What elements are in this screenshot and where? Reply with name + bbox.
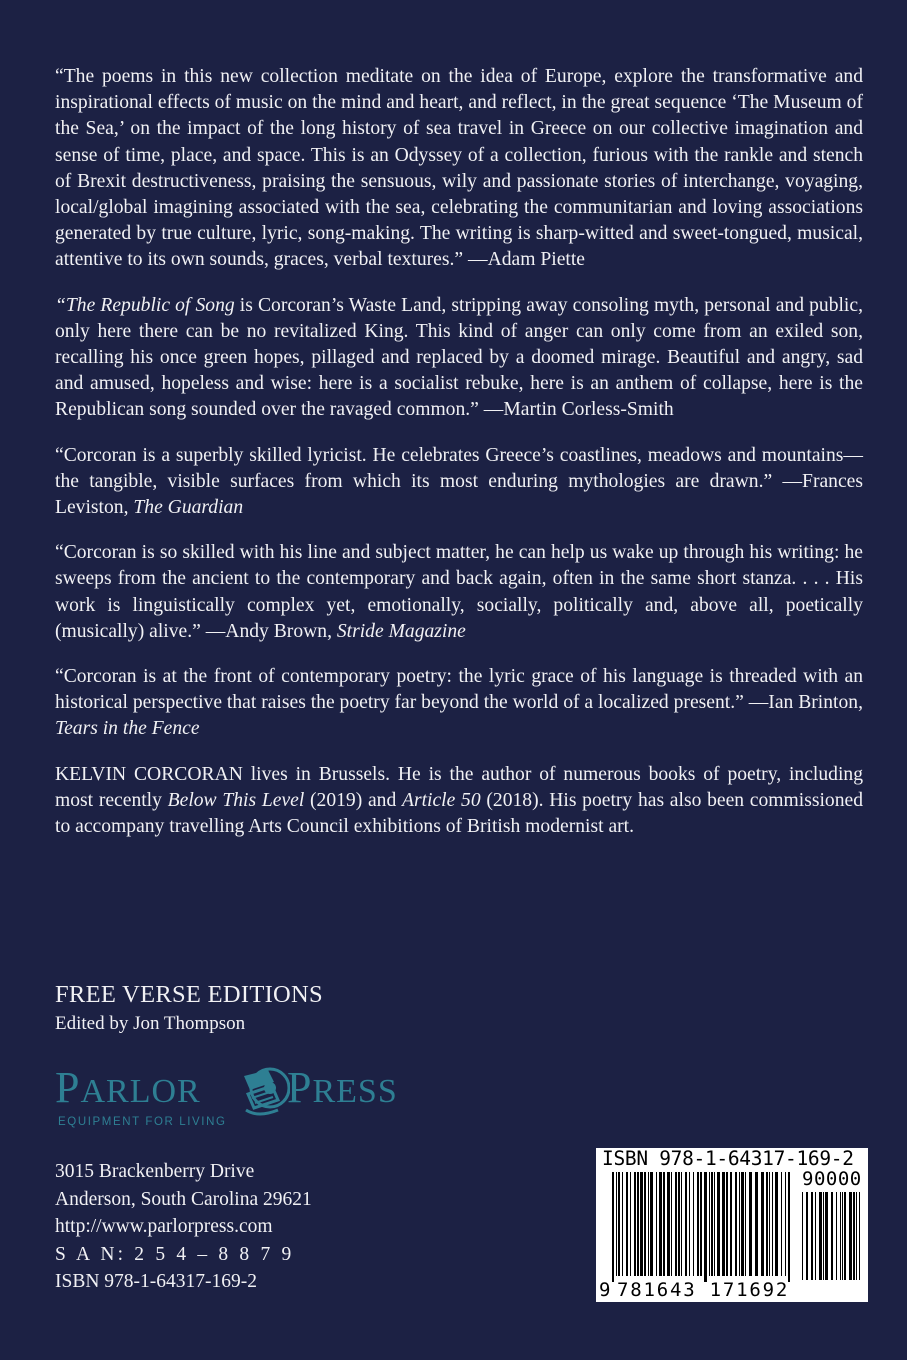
blurb-ian-brinton (55, 664, 863, 743)
barcode-bar (722, 1172, 725, 1276)
bio-text: (2018). His poetry has also been commissioned to accompany travelling Arts Council exhibitions of British modernist art. (55, 789, 863, 838)
barcode-bar (693, 1172, 694, 1276)
barcode-bar (656, 1172, 657, 1276)
blurb-andy-brown (55, 540, 863, 645)
barcode-bar (769, 1172, 770, 1276)
scroll-disc-icon (238, 1064, 290, 1120)
barcode-bar (844, 1192, 846, 1280)
bio-text: KELVIN CORCORAN lives in Brussels. He is the author of numerous books of poetry, including most recently (55, 763, 863, 811)
barcode-bar (859, 1192, 860, 1280)
barcode-bar (761, 1172, 764, 1276)
publisher-website: http://www.parlorpress.com (55, 1216, 273, 1237)
barcode-bar (717, 1172, 720, 1276)
barcode-bar (659, 1172, 662, 1276)
logo-word-parlor: PARLOR (55, 1063, 201, 1112)
barcode-bar (739, 1172, 740, 1276)
barcode-bar (634, 1172, 636, 1276)
barcode-main-digits: 781643 171692 (617, 1279, 790, 1301)
blurb-frances-leviston (55, 443, 863, 522)
blurb-book-title: “The Republic of Song (55, 294, 235, 316)
barcode-bar (745, 1172, 746, 1276)
blurb-text: “Corcoran is at the front of contemporary poetry: the lyric grace of his language is threaded with an historical perspective that raises the poetry far beyond the world of a localized present.” —Ian Brinton, (55, 666, 863, 714)
barcode-bar (856, 1192, 857, 1280)
barcode-bar (704, 1172, 707, 1282)
series-editor: Edited by Jon Thompson (55, 1013, 246, 1034)
address-city: Anderson, South Carolina 29621 (55, 1188, 312, 1210)
barcode-isbn-text: ISBN 978-1-64317-169-2 (602, 1147, 854, 1170)
blurb-source: Stride Magazine (336, 620, 466, 642)
bio-book-title: Article 50 (402, 789, 481, 811)
logo-tagline: EQUIPMENT FOR LIVING (58, 1116, 227, 1128)
barcode-lead-digit: 9 (599, 1279, 611, 1301)
barcode-bar (755, 1172, 758, 1276)
isbn-barcode (596, 1148, 868, 1302)
barcode-bar (849, 1192, 852, 1280)
barcode-bar (836, 1192, 837, 1280)
barcode-bar (637, 1172, 639, 1276)
series-title: FREE VERSE EDITIONS (55, 981, 323, 1008)
barcode-addon-digits: 90000 (802, 1168, 862, 1190)
barcode-bar (749, 1172, 752, 1276)
barcode-bar (785, 1172, 786, 1276)
blurb-adam-piette (55, 64, 863, 274)
barcode-bar (663, 1172, 665, 1276)
barcode-bar (781, 1172, 782, 1276)
barcode-bar (667, 1172, 670, 1276)
barcode-bar (644, 1172, 646, 1276)
blurb-source: The Guardian (133, 497, 244, 519)
barcode-bar (788, 1172, 790, 1282)
blurb-source: Tears in the Fence (55, 718, 200, 740)
barcode-bar (825, 1192, 828, 1280)
logo-word-press: PRESS (287, 1063, 398, 1112)
barcode-bar (772, 1172, 773, 1276)
barcode-bar (618, 1172, 620, 1276)
barcode-bar (842, 1192, 843, 1280)
barcode-bar (766, 1172, 768, 1276)
barcode-bar (823, 1192, 824, 1280)
barcode-bar (689, 1172, 690, 1276)
publisher-address (55, 1158, 312, 1296)
barcode-bar (711, 1172, 713, 1276)
barcode-bar (819, 1192, 822, 1280)
barcode-bar (735, 1172, 737, 1276)
barcode-bar (648, 1172, 649, 1276)
barcode-bar (815, 1192, 816, 1280)
address-street: 3015 Brackenberry Drive (55, 1161, 255, 1182)
barcode-bar (678, 1172, 680, 1276)
barcode-bar (697, 1172, 699, 1276)
barcode-bar (616, 1172, 617, 1276)
barcode-bar (811, 1192, 813, 1280)
barcode-bar (700, 1172, 702, 1276)
barcode-bar (709, 1172, 710, 1276)
barcode-bar (685, 1172, 687, 1276)
barcode-bar (626, 1172, 628, 1276)
blurbs-section (55, 64, 863, 859)
barcode-bar (853, 1192, 855, 1280)
bio-text: (2019) and (304, 789, 402, 811)
barcode-bar (730, 1172, 732, 1276)
publisher-san: S A N: 2 5 4 – 8 8 7 9 (55, 1243, 295, 1265)
bio-book-title: Below This Level (167, 789, 305, 811)
barcode-bar (612, 1172, 614, 1282)
blurb-martin-corless-smith (55, 293, 863, 424)
barcode-bar (775, 1172, 778, 1276)
barcode-bar (831, 1192, 833, 1280)
barcode-bar (650, 1172, 653, 1276)
barcode-bar (671, 1172, 672, 1276)
barcode-bar (675, 1172, 677, 1276)
blurb-text: “Corcoran is so skilled with his line and subject matter, he can help us wake up through his writing: he sweeps from the ancient to the contemporary and back again, often in the same short stanza. . . . His work is linguistically complex yet, emotionally, socially, politically and, above all, poetically (musically) alive.” —Andy Brown, (55, 542, 863, 642)
parlor-press-logo (55, 1062, 425, 1136)
barcode-bar (840, 1192, 841, 1280)
barcode-bar (741, 1172, 744, 1276)
barcode-bar (714, 1172, 715, 1276)
blurb-text: is Corcoran’s Waste Land, stripping away consoling myth, personal and public, only here there can be no revitalized King. This kind of anger can only come from an exiled son, recalling his once green hopes, pillaged and replaced by a doomed mirage. Beautiful and angry, sad and amused, hopeless and wise: here is a socialist rebuke, here is an anthem of collapse, here is the Republican song sounded over the ravaged common.” —Martin Corless-Smith (55, 294, 863, 421)
barcode-bar (802, 1192, 803, 1280)
barcode-bar (681, 1172, 682, 1276)
blurb-text: “Corcoran is a superbly skilled lyricist. He celebrates Greece’s coastlines, meadows and mountains—the tangible, visible surfaces from which its most enduring mythologies are drawn.” —Frances Leviston, (55, 444, 863, 519)
barcode-bar (640, 1172, 643, 1276)
barcode-bar (726, 1172, 728, 1276)
barcode-bar (622, 1172, 623, 1276)
barcode-bar (630, 1172, 631, 1276)
blurb-text: “The poems in this new collection meditate on the idea of Europe, explore the transformative and inspirational effects of music on the mind and heart, and reflect, in the great sequence ‘The Museum of the Sea,’ on the impact of the long history of sea travel in Greece on our collective imagination and sense of time, place, and space. This is an Odyssey of a collection, furious with the rankle and stench of Brexit destructiveness, praising the sensuous, wily and passionate stories of interchange, voyaging, local/global imagining associated with the sea, celebrating the communitarian and loving associations generated by true culture, lyric, song-making. The writing is sharp-witted and sweet-tongued, musical, attentive to its own sounds, graces, verbal textures.” —Adam Piette (55, 66, 863, 271)
barcode-bar (806, 1192, 808, 1280)
author-bio (55, 762, 863, 841)
publisher-isbn: ISBN 978-1-64317-169-2 (55, 1271, 258, 1292)
